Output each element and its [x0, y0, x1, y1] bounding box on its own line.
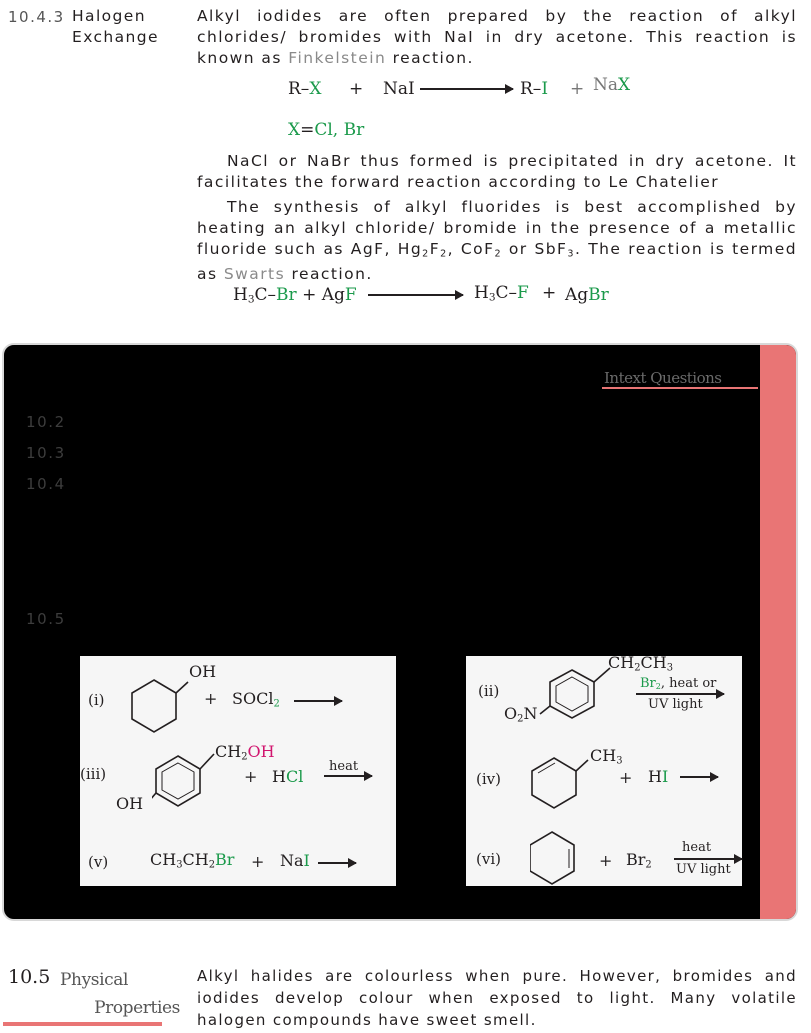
paragraph-le-chatelier: NaCl or NaBr thus formed is precipitated in dry acetone. It facilitates the forward reaction according to Le Chatelier — [197, 152, 797, 191]
reaction-vi-br2: $Br_2$ — [626, 850, 652, 871]
intext-title: Intext Questions — [604, 369, 722, 387]
reaction-v-plus: + — [251, 852, 265, 871]
reaction-iii-plus: + — [244, 767, 258, 786]
intext-title-underline — [602, 387, 758, 389]
reaction-iv-plus: + — [619, 768, 633, 787]
eq1-nai: NaI — [383, 79, 415, 99]
eq2-plus: + — [542, 283, 557, 303]
reaction-iii-hcl: HCl — [272, 767, 304, 786]
eq1-plus2: + — [570, 79, 585, 99]
reaction-iv-label: (iv) — [476, 770, 501, 788]
reaction-iii-arrow — [324, 775, 372, 777]
reactions-panel-right — [466, 653, 742, 886]
physical-properties-text: Alkyl halides are colourless when pure. However, bromides and iodides develop colour when exposed to light. Many volatile halogen compounds have sweet smell. — [197, 967, 797, 1029]
eq1-condition: X=Cl, Br — [288, 120, 365, 140]
reaction-vi-label: (vi) — [476, 850, 501, 868]
bottom-section-title — [60, 966, 180, 1022]
paragraph-swarts: The synthesis of alkyl fluorides is best accomplished by heating an alkyl chloride/ bromide in the presence of a metallic fluoride such as AgF, $Hg_2F_2$, CoF$_2$ or SbF$_3$. The reaction is termed as Swarts reaction. — [197, 198, 797, 284]
eq2-arrow — [368, 294, 463, 296]
reaction-vi-arrow — [674, 858, 742, 860]
question-number: 10.3 — [26, 444, 66, 462]
accent-band — [760, 345, 796, 919]
reaction-i-arrow — [294, 700, 342, 702]
section-title-line2: Exchange — [72, 28, 159, 46]
cyclohexene-ring-icon — [530, 828, 590, 888]
reaction-ii-condition-bottom: UV light — [648, 697, 703, 712]
reaction-i-label: (i) — [88, 691, 105, 709]
bottom-section-number: 10.5 — [8, 966, 51, 988]
reaction-iv-arrow — [680, 776, 718, 778]
cyclohexane-ring-icon — [130, 676, 190, 736]
bottom-title-line2: Properties — [94, 998, 180, 1018]
reaction-ii-label: (ii) — [478, 682, 500, 700]
reaction-i-oh: OH — [189, 662, 217, 681]
para1-tail: reaction. — [386, 49, 474, 67]
reaction-vi-condition-bottom: UV light — [676, 862, 731, 877]
reaction-ii-arrow — [636, 693, 724, 695]
reaction-vi-plus: + — [599, 851, 613, 870]
section-title-line1: Halogen — [72, 7, 146, 25]
swarts-term: Swarts — [223, 265, 286, 284]
eq1-product: R–I — [520, 79, 549, 99]
bottom-title-underline — [3, 1022, 162, 1026]
para1-text: Alkyl iodides are often prepared by the reaction of alkyl chlorides/ bromides with NaI in dry acetone. This reaction is known as — [197, 7, 797, 67]
section-title — [72, 6, 159, 48]
reaction-i-plus: + — [204, 689, 218, 708]
question-number: 10.2 — [26, 413, 66, 431]
eq2-product: $H_3C-F$ — [474, 283, 529, 304]
reaction-iii-condition: heat — [329, 759, 359, 774]
bottom-title-line1: Physical — [60, 970, 129, 990]
reaction-iv-hi: HI — [648, 767, 669, 786]
reaction-v-nai: NaI — [280, 851, 310, 870]
reactions-panel-left — [80, 656, 396, 886]
reaction-ii-nitro: $O_2N$ — [504, 704, 538, 725]
reaction-i-reagent: SOCl$_2$ — [232, 689, 280, 710]
eq1-arrow — [420, 88, 513, 90]
benzene-ring-icon — [152, 750, 222, 810]
reaction-v-reactant: $CH_3CH_2Br$ — [150, 850, 235, 871]
reaction-iii-oh: OH — [116, 794, 144, 813]
question-number: 10.4 — [26, 475, 66, 493]
reaction-ii-ethyl: $CH_2CH_3$ — [608, 653, 674, 674]
reaction-v-arrow — [318, 862, 356, 864]
section-number: 10.4.3 — [8, 8, 65, 26]
nitro-benzene-ring-icon — [538, 664, 618, 720]
reaction-iii-ch2oh: $CH_2OH$ — [215, 742, 275, 763]
reaction-v-label: (v) — [88, 853, 109, 871]
question-number: 10.5 — [26, 610, 66, 628]
eq2-agbr: AgBr — [565, 285, 609, 305]
reaction-ii-condition-top: $Br_2$, heat or — [640, 676, 717, 691]
reaction-iii-label: (iii) — [80, 765, 107, 783]
eq2-reactants: $H_3C-Br$ + AgF — [233, 285, 357, 306]
finkelstein-term: Finkelstein — [288, 49, 387, 67]
eq1-reactant: R–X — [288, 79, 322, 99]
intext-questions-box — [2, 343, 798, 921]
eq1-nax: NaX — [593, 75, 631, 95]
reaction-vi-condition-top: heat — [682, 840, 712, 855]
paragraph-finkelstein — [197, 6, 797, 69]
eq1-plus1: + — [349, 79, 364, 99]
reaction-iv-methyl: $CH_3$ — [590, 746, 623, 767]
